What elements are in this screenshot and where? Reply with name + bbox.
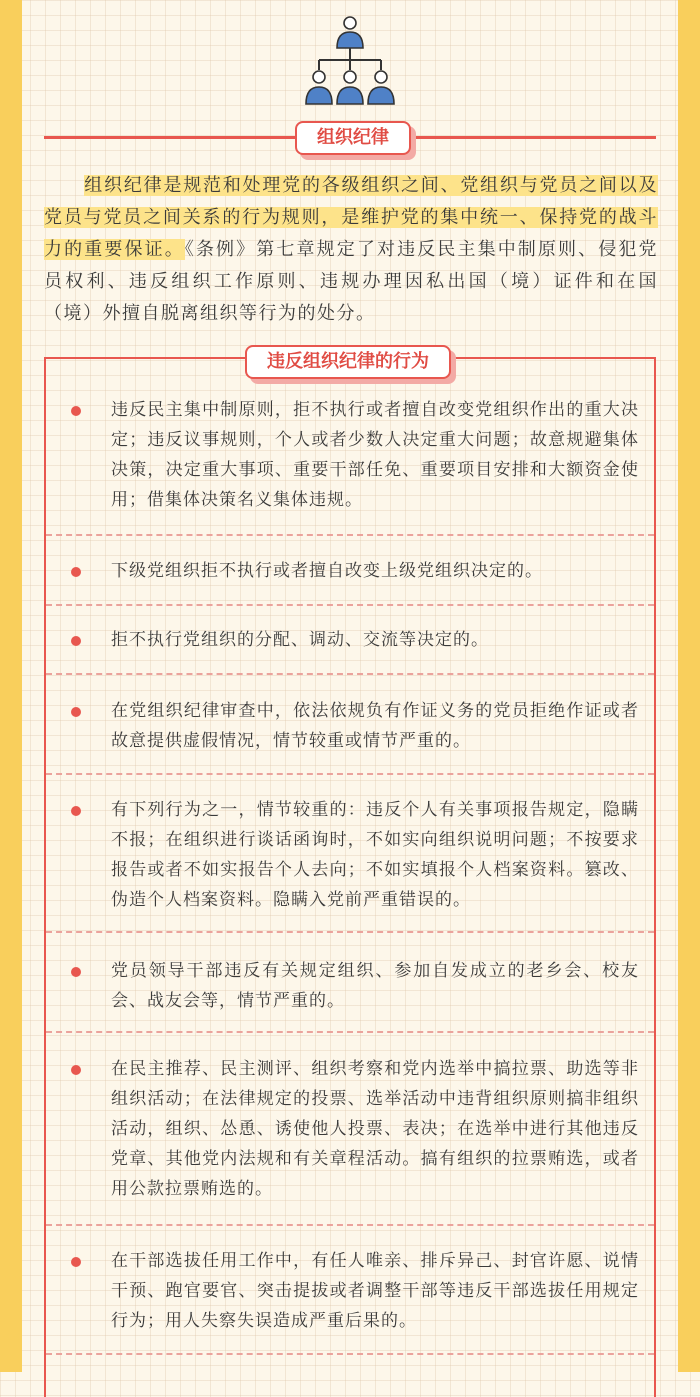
dashed-divider: [46, 1224, 654, 1226]
right-side-bar: [678, 0, 700, 1372]
org-hierarchy-icon: [304, 14, 396, 108]
dashed-divider: [46, 604, 654, 606]
bullet-dot: [71, 806, 81, 816]
list-item-text: 违反民主集中制原则，拒不执行或者擅自改变党组织作出的重大决定；违反议事规则，个人或者少数人决定重大问题；故意规避集体决策，决定重大事项、重要干部任免、重要项目安排和大额资金使用；借集体决策名义集体违规。: [111, 400, 639, 510]
list-item-text: 下级党组织拒不执行或者擅自改变上级党组织决定的。: [111, 561, 543, 581]
dashed-divider: [46, 673, 654, 675]
dashed-divider: [46, 1353, 654, 1355]
bullet-dot: [71, 567, 81, 577]
list-item-text: 在党组织纪律审查中，依法依规负有作证义务的党员拒绝作证或者故意提供虚假情况，情节较重或情节严重的。: [111, 701, 639, 751]
section-title-row: [44, 121, 656, 157]
list-item-text: 在干部选拔任用工作中，有任人唯亲、排斥异己、封官许愿、说情干预、跑官要官、突击提拔或者调整干部等违反干部选拔任用规定行为；用人失察失误造成严重后果的。: [111, 1251, 639, 1331]
section-title: 组织纪律: [295, 121, 411, 155]
behaviors-title: 违反组织纪律的行为: [245, 345, 451, 379]
bullet-dot: [71, 406, 81, 416]
bullet-dot: [71, 1065, 81, 1075]
bullet-dot: [71, 1257, 81, 1267]
dashed-divider: [46, 931, 654, 933]
bullet-dot: [71, 636, 81, 646]
bullet-dot: [71, 707, 81, 717]
list-item-text: 党员领导干部违反有关规定组织、参加自发成立的老乡会、校友会、战友会等，情节严重的。: [111, 961, 639, 1011]
bullet-dot: [71, 967, 81, 977]
intro-rest: 《条例》第七章规定了对违反民主集中制原则、侵犯党员权利、违反组织工作原则、违规办理因私出国（境）证件和在国（境）外擅自脱离组织等行为的处分。: [44, 239, 659, 324]
left-side-bar: [0, 0, 22, 1372]
dashed-divider: [46, 534, 654, 536]
list-item-text: 在民主推荐、民主测评、组织考察和党内选举中搞拉票、助选等非组织活动；在法律规定的投票、选举活动中违背组织原则搞非组织活动，组织、怂恿、诱使他人投票、表决；在选举中进行其他违反党章、其他党内法规和有关章程活动。搞有组织的拉票贿选，或者用公款拉票贿选的。: [111, 1059, 639, 1199]
dashed-divider: [46, 1031, 654, 1033]
intro-paragraph: [44, 170, 658, 330]
list-item-text: 拒不执行党组织的分配、调动、交流等决定的。: [111, 630, 489, 650]
intro-highlight: 组织纪律是规范和处理党的各级组织之间、党组织与党员之间以及党员与党员之间关系的行为规则，是维护党的集中统一、保持党的战斗力的重要保证。: [44, 175, 658, 260]
dashed-divider: [46, 773, 654, 775]
list-item-text: 有下列行为之一，情节较重的：违反个人有关事项报告规定，隐瞒不报；在组织进行谈话函询时，不如实向组织说明问题；不按要求报告或者不如实报告个人去向；不如实填报个人档案资料。篡改、伪造个人档案资料。隐瞒入党前严重错误的。: [111, 800, 639, 910]
